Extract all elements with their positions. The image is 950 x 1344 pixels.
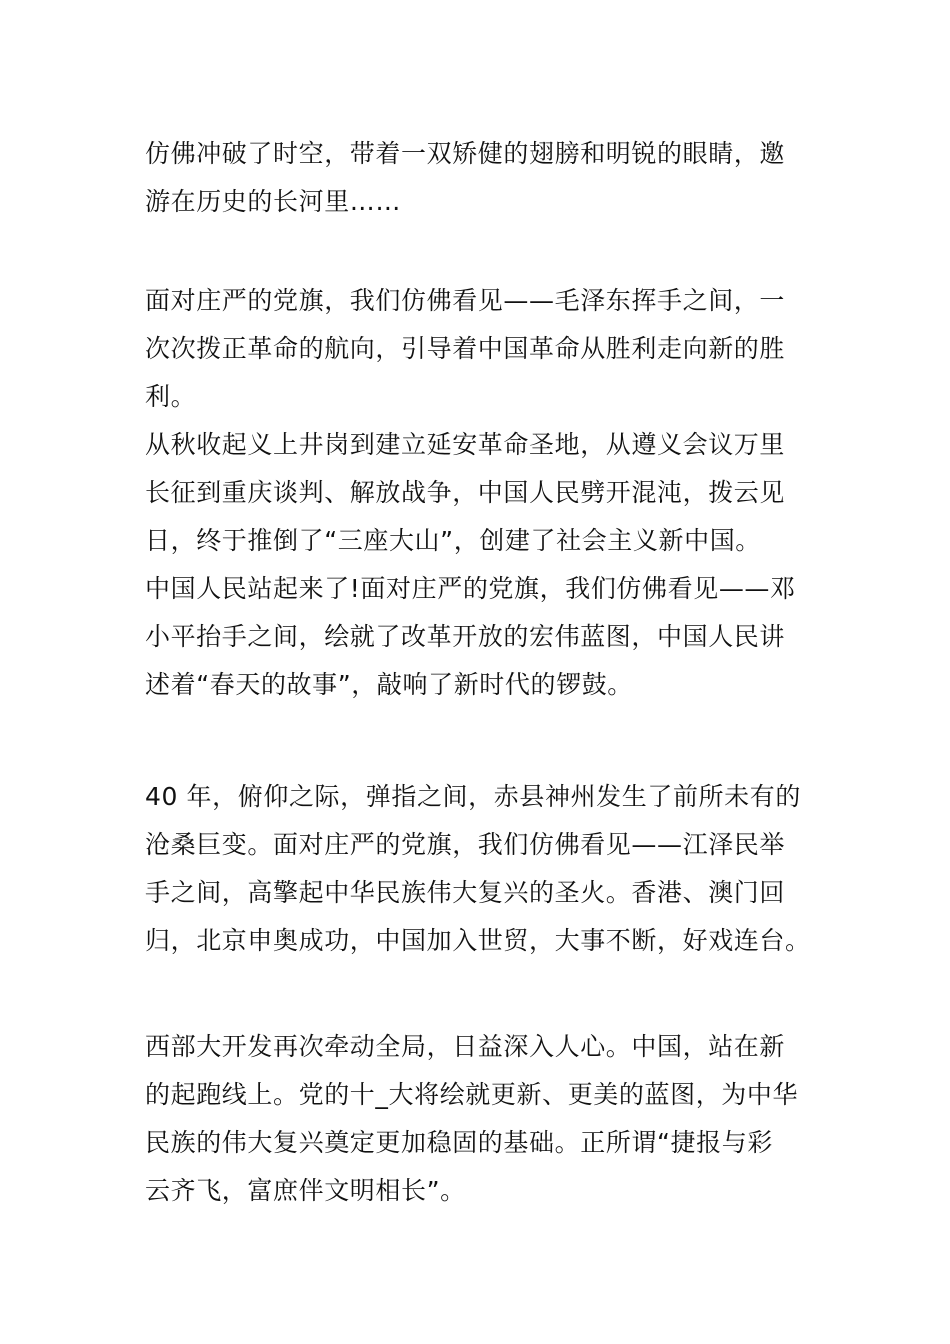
text-line: 西部大开发再次牵动全局，日益深入人心。中国，站在新 — [145, 1032, 786, 1061]
text-line: 述着“春天的故事”，敲响了新时代的锣鼓。 — [145, 670, 633, 699]
paragraph-1 — [145, 130, 810, 226]
text-line: 归，北京申奥成功，中国加入世贸，大事不断，好戏连台。 — [145, 926, 811, 955]
text-line: 沧桑巨变。面对庄严的党旗，我们仿佛看见——江泽民举 — [145, 830, 786, 859]
paragraph-3 — [145, 773, 810, 965]
text-line: 中国人民站起来了!面对庄严的党旗，我们仿佛看见——邓 — [145, 574, 796, 603]
paragraph-2 — [145, 277, 810, 709]
text-line: 利。 — [145, 382, 197, 411]
text-line: 的起跑线上。党的十_大将绘就更新、更美的蓝图，为中华 — [145, 1080, 799, 1109]
paragraph-4 — [145, 1023, 810, 1215]
text-line: 从秋收起义上井岗到建立延安革命圣地，从遵义会议万里 — [145, 430, 786, 459]
text-line: 游在历史的长河里…… — [145, 187, 402, 216]
text-line: 小平抬手之间，绘就了改革开放的宏伟蓝图，中国人民讲 — [145, 622, 786, 651]
text-line: 面对庄严的党旗，我们仿佛看见——毛泽东挥手之间，一 — [145, 286, 786, 315]
text-line: 次次拨正革命的航向，引导着中国革命从胜利走向新的胜 — [145, 334, 786, 363]
text-line: 长征到重庆谈判、解放战争，中国人民劈开混沌，拨云见 — [145, 478, 786, 507]
text-line: 40 年，俯仰之际，弹指之间，赤县神州发生了前所未有的 — [145, 782, 801, 811]
text-line: 手之间，高擎起中华民族伟大复兴的圣火。香港、澳门回 — [145, 878, 786, 907]
text-line: 日，终于推倒了“三座大山”，创建了社会主义新中国。 — [145, 526, 761, 555]
text-line: 仿佛冲破了时空，带着一双矫健的翅膀和明锐的眼睛，邀 — [145, 139, 786, 168]
text-line: 民族的伟大复兴奠定更加稳固的基础。正所谓“捷报与彩 — [145, 1128, 773, 1157]
text-line: 云齐飞，富庶伴文明相长”。 — [145, 1176, 466, 1205]
